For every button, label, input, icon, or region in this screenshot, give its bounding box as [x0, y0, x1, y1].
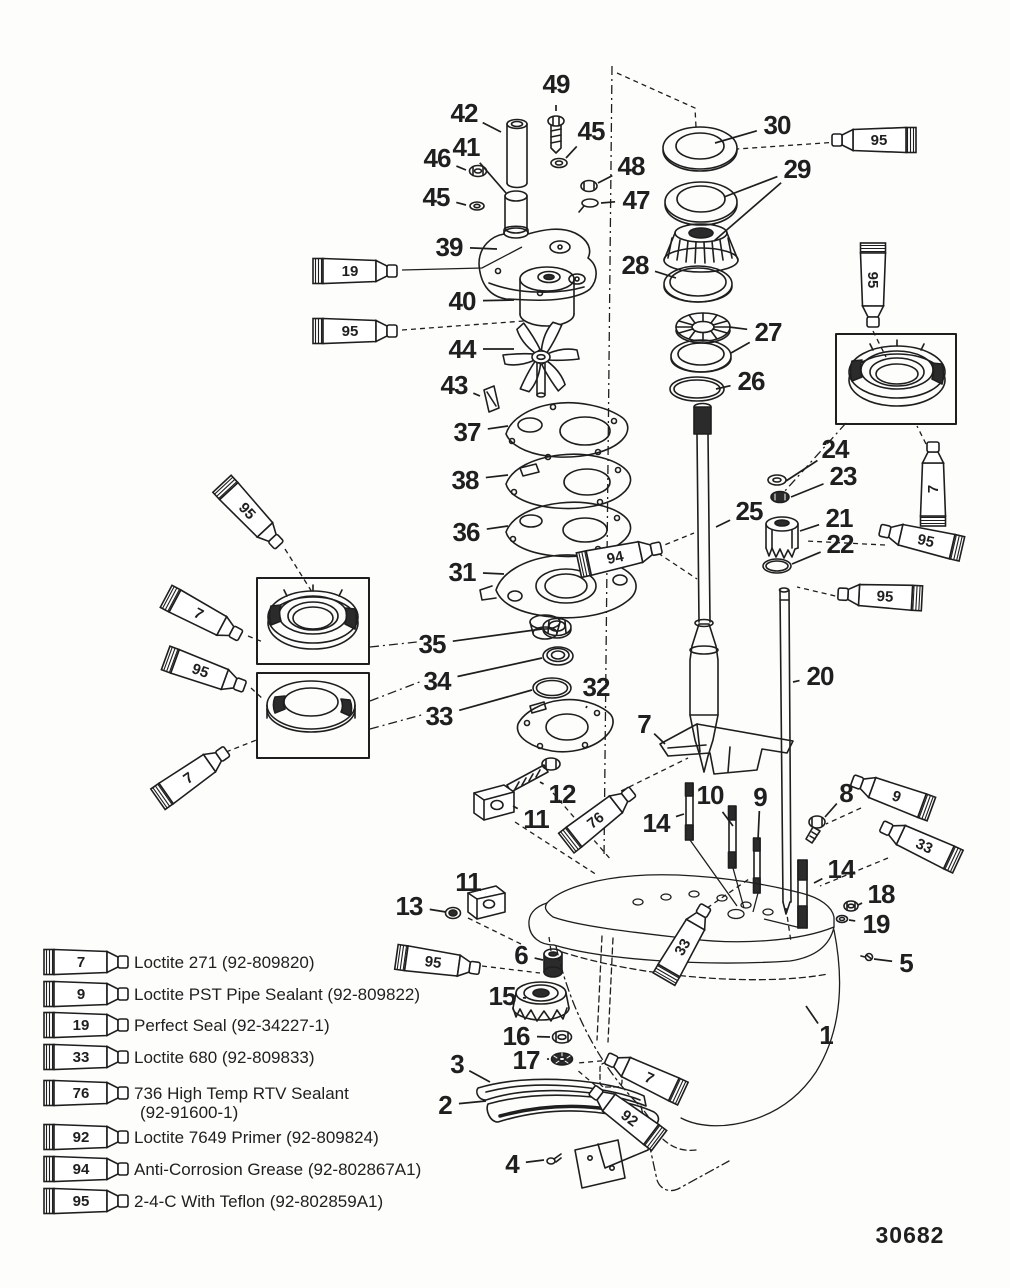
callout-17: 17 — [512, 1045, 540, 1075]
callout-44: 44 — [448, 334, 476, 364]
tube-number: 95 — [72, 1193, 90, 1210]
tube-number: 9 — [76, 986, 86, 1003]
sealant-tube-95 — [161, 646, 248, 698]
callout-22: 22 — [826, 529, 854, 559]
callout-leader-29 — [714, 183, 781, 241]
part-20-shift-shaft — [780, 588, 792, 914]
callout-leader-6 — [535, 958, 543, 960]
callout-37: 37 — [453, 417, 481, 447]
tube-number: 76 — [583, 808, 608, 833]
part-9-stud — [754, 838, 761, 893]
tube-number: 95 — [864, 271, 881, 289]
callout-39: 39 — [435, 232, 463, 262]
callout-leader-42 — [483, 123, 501, 132]
part-25-driveshaft — [690, 404, 718, 772]
legend-row-95 — [44, 1189, 383, 1214]
sealant-tube-19 — [44, 1013, 128, 1038]
callout-leader-3 — [469, 1071, 490, 1082]
callout-23: 23 — [829, 461, 857, 491]
callout-6: 6 — [514, 940, 528, 970]
legend-row-94 — [44, 1157, 421, 1182]
callout-leader-5 — [874, 959, 892, 961]
part-15-bevel-gear — [513, 982, 569, 1021]
callout-leader-27 — [731, 342, 750, 353]
part-40-impeller-hub — [520, 267, 574, 326]
callout-11: 11 — [523, 804, 549, 834]
tube-number: 95 — [915, 530, 936, 552]
sealant-tube-95 — [395, 944, 482, 980]
callout-14: 14 — [827, 854, 855, 884]
callout-leader-36 — [487, 526, 508, 529]
tube-number: 95 — [876, 587, 894, 606]
inset-box-bearing-upper — [257, 578, 369, 664]
callout-43: 43 — [440, 370, 468, 400]
tube-number: 92 — [617, 1106, 642, 1131]
callout-42: 42 — [450, 98, 478, 128]
callout-34: 34 — [423, 666, 451, 696]
callout-leader-24 — [786, 460, 817, 481]
callout-29: 29 — [783, 154, 811, 184]
tube-number: 7 — [190, 604, 207, 624]
part-26-o-ring — [670, 377, 724, 401]
callout-leader-1 — [806, 1006, 818, 1023]
part-22-o-ring — [763, 559, 791, 573]
tube-number: 94 — [72, 1161, 90, 1178]
part-23-nut — [771, 492, 789, 503]
legend-label: Loctite 7649 Primer (92-809824) — [134, 1128, 379, 1147]
part-27-roller-bearing — [676, 313, 730, 343]
tube-number: 33 — [912, 835, 936, 858]
part-43-key — [484, 386, 499, 412]
callout-leader-2 — [459, 1101, 486, 1104]
legend-label: Loctite 680 (92-809833) — [134, 1048, 315, 1067]
part-45-washer-lower — [470, 202, 484, 210]
legend-row-33 — [44, 1045, 315, 1070]
part-47-washer — [579, 199, 598, 212]
callout-25: 25 — [735, 496, 763, 526]
sealant-tube-92 — [44, 1125, 128, 1150]
line-dash-25 — [617, 73, 696, 127]
tube-number: 19 — [72, 1017, 90, 1034]
line-dash-6 — [737, 142, 838, 149]
part-13-nut — [446, 908, 461, 919]
tube-number: 95 — [341, 323, 359, 340]
callout-leader-7 — [654, 734, 665, 744]
part-17-lock-washer — [552, 1053, 573, 1065]
line-dash-12 — [658, 553, 697, 579]
tube-number: 76 — [72, 1085, 90, 1102]
part-6-bushing — [544, 949, 562, 977]
callout-11: 11 — [455, 867, 481, 897]
sealant-tube-9 — [848, 769, 935, 821]
callout-leader-40 — [483, 300, 514, 301]
callout-leader-35 — [453, 629, 542, 641]
sealant-tube-95 — [313, 319, 397, 344]
part-24-washer — [768, 475, 786, 485]
callout-14: 14 — [642, 808, 670, 838]
tube-number: 95 — [189, 660, 211, 682]
callout-30: 30 — [763, 110, 791, 140]
part-37-gasket — [506, 403, 628, 457]
line-dashdot-23 — [370, 714, 425, 729]
part-21-pinion-gear — [766, 517, 798, 558]
part-29-tapered-bearing — [664, 224, 738, 272]
callout-8: 8 — [839, 778, 853, 808]
callout-leader-27 — [729, 327, 747, 329]
callout-2: 2 — [438, 1090, 452, 1120]
callout-5: 5 — [899, 948, 913, 978]
line-dash-2 — [285, 549, 312, 592]
part-number-callouts — [396, 69, 914, 1179]
part-8-bolt — [806, 816, 825, 843]
callout-leader-25 — [716, 520, 730, 527]
callout-26: 26 — [737, 366, 765, 396]
callout-leader-22 — [792, 552, 821, 564]
callout-leader-21 — [800, 525, 819, 531]
part-48-nut — [581, 181, 597, 192]
callout-9: 9 — [753, 782, 767, 812]
callout-leader-43 — [473, 393, 480, 396]
tube-number: 95 — [423, 952, 443, 973]
legend-row-9 — [44, 982, 420, 1007]
tube-number: 7 — [180, 769, 197, 788]
callout-4: 4 — [505, 1149, 519, 1179]
callout-leader-32 — [586, 706, 587, 708]
part-7-retainer-clamp — [660, 724, 793, 774]
sealant-tube-76 — [44, 1081, 128, 1106]
callout-38: 38 — [451, 465, 479, 495]
line-dash-11 — [657, 533, 694, 548]
callout-leader-31 — [483, 573, 504, 574]
part-11-anchor-block-upper — [474, 785, 514, 820]
sealant-tube-95 — [861, 243, 886, 327]
callout-24: 24 — [821, 434, 849, 464]
sealant-tube-7 — [151, 741, 234, 810]
line-dashdot-21 — [370, 642, 417, 647]
part-49-screw — [548, 116, 564, 153]
legend-row-7 — [44, 950, 315, 975]
inset-box-bearing-right — [836, 334, 956, 424]
callout-leader-45 — [566, 146, 577, 158]
legend-row-76 — [44, 1081, 349, 1123]
tube-number: 95 — [234, 499, 259, 524]
legend-label: 736 High Temp RTV Sealant — [134, 1084, 349, 1103]
sealant-tube-7 — [44, 950, 128, 975]
tube-number: 19 — [341, 263, 359, 280]
part-5-screw — [861, 954, 873, 961]
callout-21: 21 — [825, 503, 853, 533]
callout-49: 49 — [542, 69, 570, 99]
callout-48: 48 — [617, 151, 645, 181]
tube-number: 7 — [76, 954, 86, 971]
sealant-tube-19 — [313, 259, 397, 284]
callout-31: 31 — [448, 557, 476, 587]
line-solid-34 — [764, 919, 801, 928]
callout-leader-34 — [458, 658, 542, 677]
part-4-screw — [547, 1154, 561, 1164]
callout-leader-13 — [430, 909, 446, 912]
legend-row-92 — [44, 1125, 379, 1150]
part-44-impeller — [503, 320, 579, 397]
drawing-number: 30682 — [875, 1222, 945, 1248]
part-10-stud — [729, 806, 737, 868]
sealant-tube-7 — [921, 442, 946, 526]
callout-16: 16 — [502, 1021, 530, 1051]
line-dash-10 — [797, 587, 844, 598]
callout-7: 7 — [637, 709, 651, 739]
callout-leader-45 — [456, 202, 466, 205]
callout-13: 13 — [395, 891, 423, 921]
line-dash-13 — [621, 758, 688, 791]
callout-46: 46 — [423, 143, 451, 173]
callout-10: 10 — [696, 780, 724, 810]
callout-leader-46 — [456, 166, 466, 170]
line-dash-5 — [226, 739, 259, 752]
legend-row-19 — [44, 1013, 330, 1038]
line-solid-33 — [753, 893, 758, 912]
part-16-nut — [553, 1031, 572, 1043]
part-27-bearing-race — [671, 340, 731, 372]
sealant-legend — [44, 950, 421, 1214]
callout-leader-9 — [758, 811, 759, 840]
part-39-water-pump-housing — [479, 226, 596, 300]
callout-41: 41 — [452, 132, 480, 162]
tube-number: 7 — [641, 1068, 657, 1088]
part-34-seal — [543, 647, 573, 665]
legend-label-line2: (92-91600-1) — [140, 1103, 239, 1122]
legend-label: Anti-Corrosion Grease (92-802867A1) — [134, 1160, 422, 1179]
callout-leader-19 — [849, 920, 855, 921]
sealant-tube-33 — [876, 815, 963, 873]
tube-number: 7 — [925, 484, 942, 494]
callout-leader-41 — [480, 163, 506, 193]
part-18-nut — [844, 901, 858, 911]
sealant-tube-33 — [653, 900, 717, 985]
callout-3: 3 — [450, 1049, 464, 1079]
sealant-tube-33 — [44, 1045, 128, 1070]
callout-33: 33 — [425, 701, 453, 731]
callout-leader-14 — [814, 879, 822, 883]
callout-27: 27 — [754, 317, 782, 347]
tube-number: 95 — [870, 132, 888, 149]
line-dash-3 — [248, 636, 263, 642]
sealant-tube-95 — [44, 1189, 128, 1214]
sealant-tube-95 — [837, 581, 922, 610]
sealant-tube-95 — [832, 128, 916, 153]
sealant-tube-9 — [44, 982, 128, 1007]
part-45-washer-upper — [551, 159, 567, 168]
callout-leader-38 — [486, 475, 508, 478]
part-14-stud-upper — [686, 783, 694, 840]
callout-leader-33 — [459, 690, 532, 710]
callout-leader-18 — [858, 903, 862, 905]
callout-40: 40 — [448, 286, 476, 316]
callout-18: 18 — [867, 879, 895, 909]
callout-45: 45 — [422, 182, 450, 212]
callout-leader-23 — [791, 484, 824, 497]
callout-36: 36 — [452, 517, 480, 547]
callout-leader-39 — [470, 248, 497, 249]
tube-number: 9 — [889, 787, 904, 807]
line-dashdot-24 — [604, 66, 612, 858]
legend-label: Loctite 271 (92-809820) — [134, 953, 315, 972]
callout-leader-14 — [676, 814, 684, 817]
callout-leader-20 — [793, 681, 800, 682]
callout-32: 32 — [582, 672, 610, 702]
tube-number: 33 — [671, 935, 695, 959]
line-dash-16 — [482, 966, 540, 973]
legend-label: 2-4-C With Teflon (92-802859A1) — [134, 1192, 384, 1211]
tube-number: 92 — [72, 1129, 90, 1146]
callout-47: 47 — [622, 185, 650, 215]
callout-45: 45 — [577, 116, 605, 146]
tube-number: 94 — [605, 547, 626, 568]
part-29-bearing-cup — [665, 182, 737, 225]
callout-20: 20 — [806, 661, 834, 691]
callout-35: 35 — [418, 629, 446, 659]
sealant-tube-94 — [44, 1157, 128, 1182]
callout-leader-12 — [540, 782, 544, 784]
inset-box-seal-lower — [257, 673, 369, 758]
callout-leader-4 — [526, 1160, 544, 1162]
sealant-tube-7 — [160, 585, 246, 647]
tube-number: 33 — [72, 1049, 90, 1066]
part-38-face-plate — [506, 454, 631, 508]
part-19-washer — [837, 916, 848, 923]
callout-1: 1 — [819, 1020, 833, 1050]
callout-leader-8 — [825, 804, 837, 817]
sealant-tube-95 — [213, 475, 289, 553]
callout-19: 19 — [862, 909, 890, 939]
callout-12: 12 — [548, 779, 576, 809]
line-dash-29 — [468, 918, 521, 944]
callout-28: 28 — [621, 250, 649, 280]
part-32-gasket — [517, 700, 613, 752]
callout-leader-47 — [601, 202, 615, 203]
callout-leader-37 — [488, 426, 508, 429]
part-33-o-ring — [533, 678, 571, 698]
legend-label: Loctite PST Pipe Sealant (92-809822) — [134, 985, 421, 1004]
legend-label: Perfect Seal (92-34227-1) — [134, 1016, 330, 1035]
line-dash-1 — [402, 321, 524, 330]
line-dashdot-22 — [370, 681, 422, 701]
part-42-grease-tube-cylinder — [507, 120, 527, 188]
part-30-oil-seal-ring — [663, 127, 737, 171]
callout-15: 15 — [488, 981, 516, 1011]
line-dash-19 — [576, 1069, 596, 1086]
